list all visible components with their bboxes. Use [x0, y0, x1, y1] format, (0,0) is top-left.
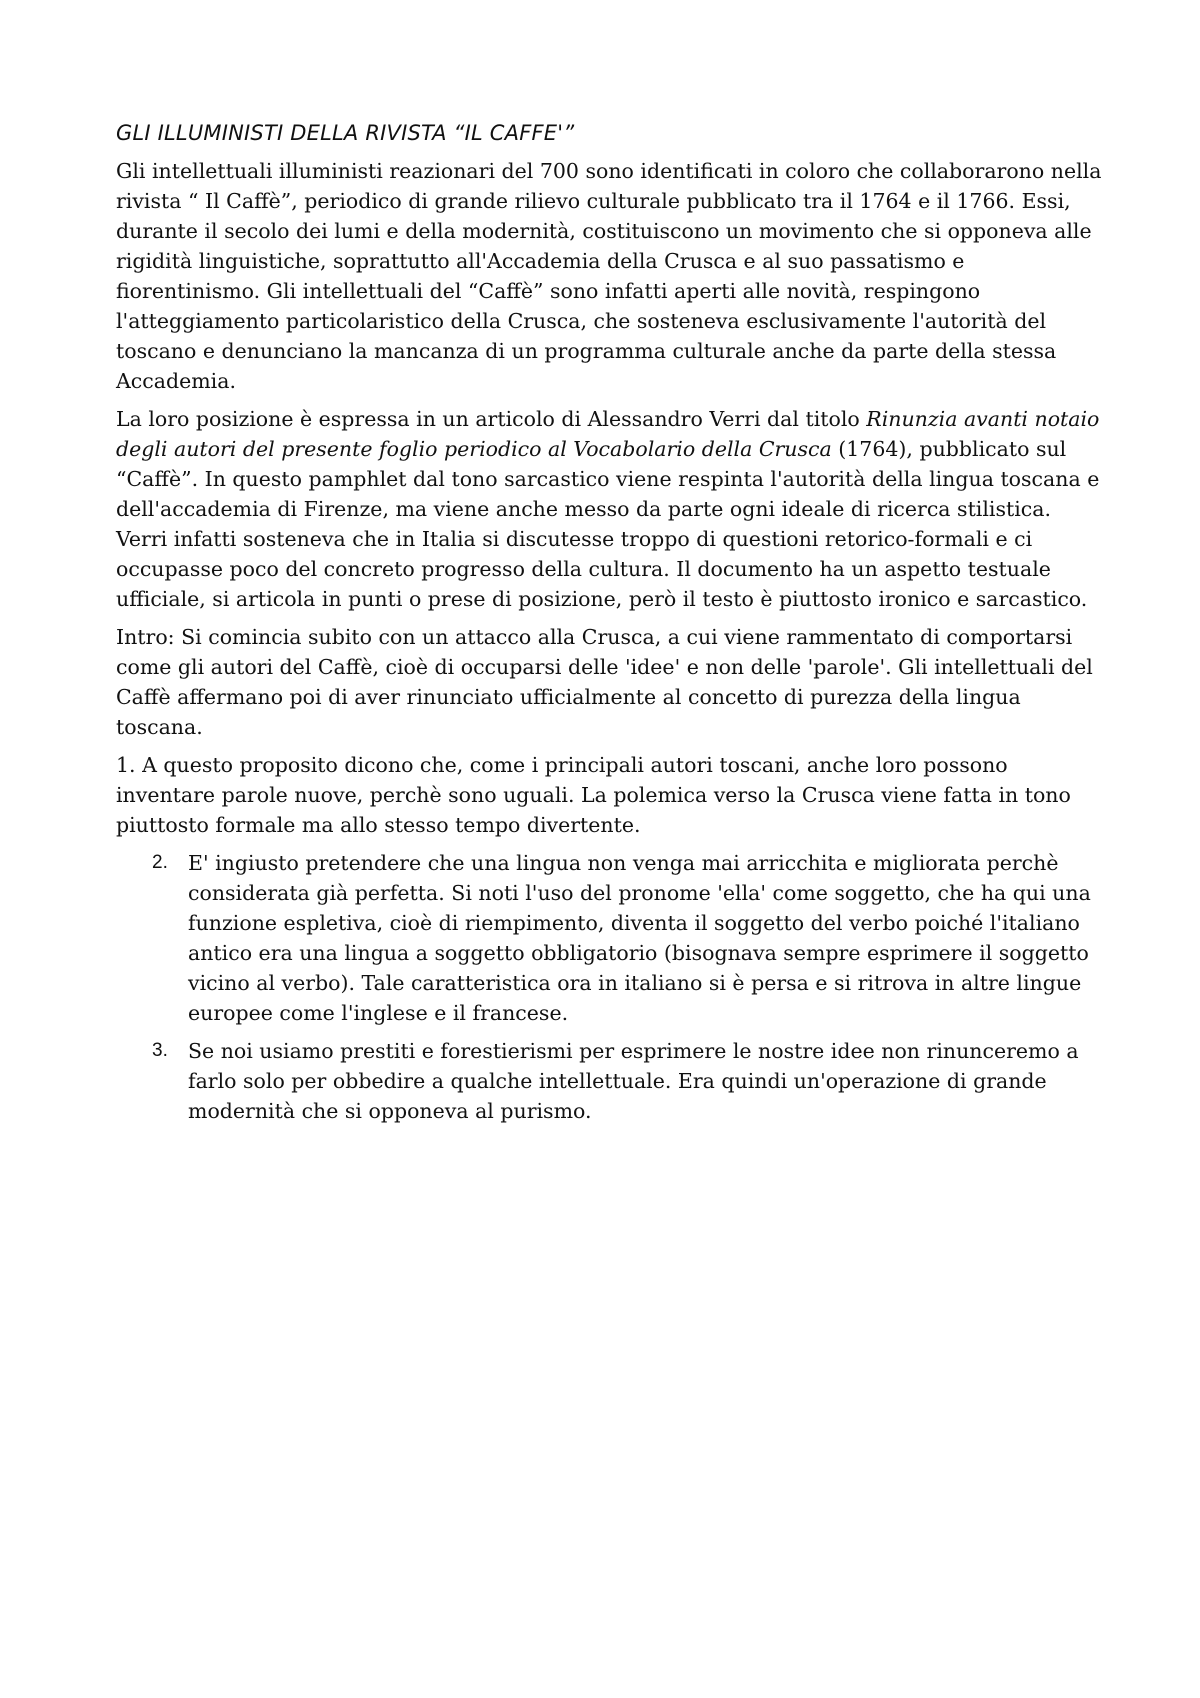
document-title: GLI ILLUMINISTI DELLA RIVISTA “IL CAFFE'”	[116, 121, 575, 145]
paragraph-text: La loro posizione è espressa in un articolo di Alessandro Verri dal titolo	[116, 407, 867, 431]
list-item-text: E' ingiusto pretendere che una lingua non venga mai arricchita e migliorata perchè considerata già perfetta. Si noti l'uso del pronome 'ella' come soggetto, che ha qui una funzione espletiva, cioè di riempimento, diventa il soggetto del verbo poiché l'italiano antico era una lingua a soggetto obbligatorio (bisognava sempre esprimere il soggetto vicino al verbo). Tale caratteristica ora in italiano si è persa e si ritrova in altre lingue europee come l'inglese e il francese.	[188, 851, 1091, 1025]
paragraph-point-1: 1. A questo proposito dicono che, come i principali autori toscani, anche loro possono inventare parole nuove, perchè sono uguali. La polemica verso la Crusca viene fatta in tono piuttosto formale ma allo stesso tempo divertente.	[116, 753, 1071, 837]
list-item	[116, 848, 1104, 1028]
paragraph-text: (1764), pubblicato sul “Caffè”. In questo pamphlet dal tono sarcastico viene respinta l'autorità della lingua toscana e dell'accademia di Firenze, ma viene anche messo da parte ogni ideale di ricerca stilistica. Verri infatti sosteneva che in Italia si discutesse troppo di questioni retorico-formali e ci occupasse poco del concreto progresso della cultura. Il documento ha un aspetto testuale ufficiale, si articola in punti o prese di posizione, però il testo è piuttosto ironico e sarcastico.	[116, 437, 1100, 611]
list-item-text: Se noi usiamo prestiti e forestierismi per esprimere le nostre idee non rinunceremo a farlo solo per obbedire a qualche intellettuale. Era quindi un'operazione di grande modernità che si opponeva al purismo.	[188, 1039, 1079, 1123]
paragraph-intro: Gli intellettuali illuministi reazionari del 700 sono identificati in coloro che collaborarono nella rivista “ Il Caffè”, periodico di grande rilievo culturale pubblicato tra il 1764 e il 1766. Essi, durante il secolo dei lumi e della modernità, costituiscono un movimento che si opponeva alle rigidità linguistiche, soprattutto all'Accademia della Crusca e al suo passatismo e fiorentinismo. Gli intellettuali del “Caffè” sono infatti aperti alle novità, respingono l'atteggiamento particolaristico della Crusca, che sosteneva esclusivamente l'autorità del toscano e denunciano la mancanza di un programma culturale anche da parte della stessa Accademia.	[116, 159, 1102, 393]
numbered-list	[116, 848, 1104, 1126]
article-title-italic: Rinunzia avanti notaio degli autori del presente foglio periodico al Vocabolario della Crusca	[116, 407, 1100, 461]
paragraph-intro-section: Intro: Si comincia subito con un attacco alla Crusca, a cui viene rammentato di comportarsi come gli autori del Caffè, cioè di occuparsi delle 'idee' e non delle 'parole'. Gli intellettuali del Caffè affermano poi di aver rinunciato ufficialmente al concetto di purezza della lingua toscana.	[116, 625, 1093, 739]
list-item	[116, 1036, 1104, 1126]
list-number: 3.	[152, 1040, 168, 1061]
document-body	[116, 118, 1104, 1134]
list-number: 2.	[152, 852, 168, 873]
paragraph-verri-article	[116, 404, 1104, 614]
